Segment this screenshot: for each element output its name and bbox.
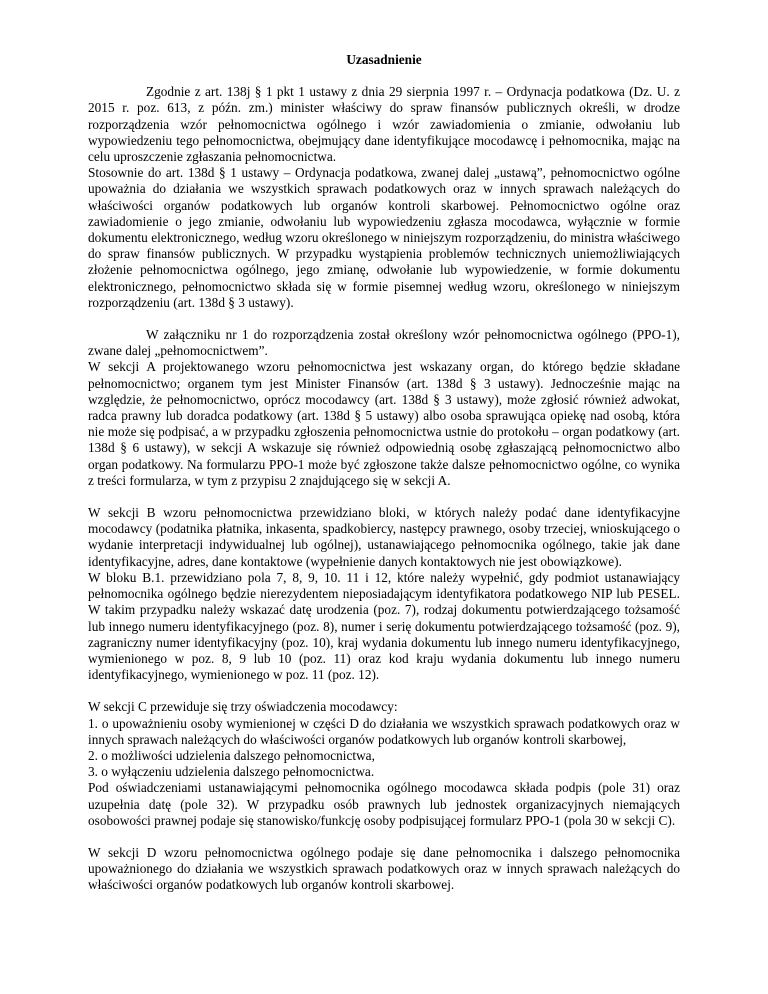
paragraph-section-b: W sekcji B wzoru pełnomocnictwa przewidziano bloki, w których należy podać dane identyfikacyjne mocodawcy (podatnika płatnika, inkasenta, spadkobiercy, następcy prawnego, osoby trzeciej, wnioskującego o wydanie interpretacji indywidualnej lub ogólnej), ustanawiającego pełnomocnika ogólnego, takie jak dane identyfikacyjne, adres, dane kontaktowe (wypełnienie danych kontaktowych nie jest obowiązkowe). <box>88 505 680 569</box>
paragraph-art-138d: Stosownie do art. 138d § 1 ustawy – Ordynacja podatkowa, zwanej dalej „ustawą”, pełnomocnictwo ogólne upoważnia do działania we wszystkich sprawach podatkowych oraz w innych sprawach należących do właściwości organów podatkowych lub organów kontroli skarbowej. Pełnomocnictwo ogólne oraz zawiadomienie o jego zmianie, odwołaniu lub wypowiedzeniu zgłasza mocodawca, wyłącznie w formie dokumentu elektronicznego, według wzoru określonego w niniejszym rozporządzeniu, do ministra właściwego do spraw finansów publicznych. W przypadku wystąpienia problemów technicznych uniemożliwiających złożenie pełnomocnictwa ogólnego, jego zmianę, odwołanie lub wypowiedzenie, w formie dokumentu elektronicznego, pełnomocnictwo składa się w formie pisemnej według wzoru, określonego w niniejszym rozporządzeniu (art. 138d § 3 ustawy). <box>88 165 680 310</box>
paragraph-signature: Pod oświadczeniami ustanawiającymi pełnomocnika ogólnego mocodawca składa podpis (pole 31) oraz uzupełnia datę (pole 32). W przypadku osób prawnych lub jednostek organizacyjnych niemających osobowości prawnej podaje się stanowisko/funkcję osoby podpisującej formularz PPO-1 (pola 30 w sekcji C). <box>88 780 680 828</box>
list-item-3: 3. o wyłączeniu udzielenia dalszego pełnomocnictwa. <box>88 764 375 780</box>
paragraph-section-d: W sekcji D wzoru pełnomocnictwa ogólnego podaje się dane pełnomocnika i dalszego pełnomocnika upoważnionego do działania we wszystkich sprawach podatkowych oraz w innych sprawach należących do właściwości organów podatkowych lub organów kontroli skarbowej. <box>88 844 680 893</box>
document-page <box>88 52 680 894</box>
list-item-2: 2. o możliwości udzielenia dalszego pełnomocnictwa, <box>88 747 375 763</box>
document-title: Uzasadnienie <box>346 52 422 67</box>
list-item-1: 1. o upoważnieniu osoby wymienionej w części D do działania we wszystkich sprawach podatkowych oraz w innych sprawach należących do właściwości organów podatkowych lub organów kontroli skarbowej, <box>88 715 680 747</box>
paragraph-section-a: W sekcji A projektowanego wzoru pełnomocnictwa jest wskazany organ, do którego będzie składane pełnomocnictwo; organem tym jest Minister Finansów (art. 138d § 3 ustawy). Jednocześnie mając na względzie, że pełnomocnictwo, oprócz mocodawcy (art. 138d § 3 ustawy), może zgłosić również adwokat, radca prawny lub doradca podatkowy (art. 138d § 5 ustawy) albo osoba sprawująca opiekę nad osobą, która nie może się podpisać, a w przypadku zgłoszenia pełnomocnictwa ustnie do protokołu – organ podatkowy (art. 138d § 6 ustawy), w sekcji A wskazuje się również odpowiednią osobę zgłaszającą pełnomocnictwo albo organ podatkowy. Na formularzu PPO-1 może być zgłoszone także dalsze pełnomocnictwo ogólne, co wynika z treści formularza, w tym z przypisu 2 znajdującego się w sekcji A. <box>88 359 680 488</box>
paragraph-block-b1: W bloku B.1. przewidziano pola 7, 8, 9, 10. 11 i 12, które należy wypełnić, gdy podmiot ustanawiający pełnomocnika ogólnego będzie nierezydentem nieposiadającym identyfikatora podatkowego NIP lub PESEL. W takim przypadku należy wskazać datę urodzenia (poz. 7), rodzaj dokumentu potwierdzającego tożsamość lub innego numeru identyfikacyjnego (poz. 8), numer i serię dokumentu potwierdzającego tożsamość (poz. 9), zagraniczny numer identyfikacyjny (poz. 10), kraj wydania dokumentu lub innego numeru identyfikacyjnego, wymienionego w poz. 8, 9 lub 10 (poz. 11) oraz kod kraju wydania dokumentu lub innego numeru identyfikacyjnego, wymienionego w poz. 11 (poz. 12). <box>88 569 680 683</box>
paragraph-section-c: W sekcji C przewiduje się trzy oświadczenia mocodawcy: <box>88 699 398 715</box>
paragraph-attachment-1: W załączniku nr 1 do rozporządzenia został określony wzór pełnomocnictwa ogólnego (PPO-1), zwane dalej „pełnomocnictwem”. <box>88 327 680 359</box>
paragraph-legal-basis: Zgodnie z art. 138j § 1 pkt 1 ustawy z dnia 29 sierpnia 1997 r. – Ordynacja podatkowa (Dz. U. z 2015 r. poz. 613, z późn. zm.) minister właściwy do spraw finansów publicznych określi, w drodze rozporządzenia wzór pełnomocnictwa ogólnego i wzór zawiadomienia o zmianie, odwołaniu lub wypowiedzeniu tego pełnomocnictwa, obejmujący dane identyfikujące mocodawcę i pełnomocnika, mając na celu uproszczenie zgłaszania pełnomocnictwa. <box>88 84 680 165</box>
